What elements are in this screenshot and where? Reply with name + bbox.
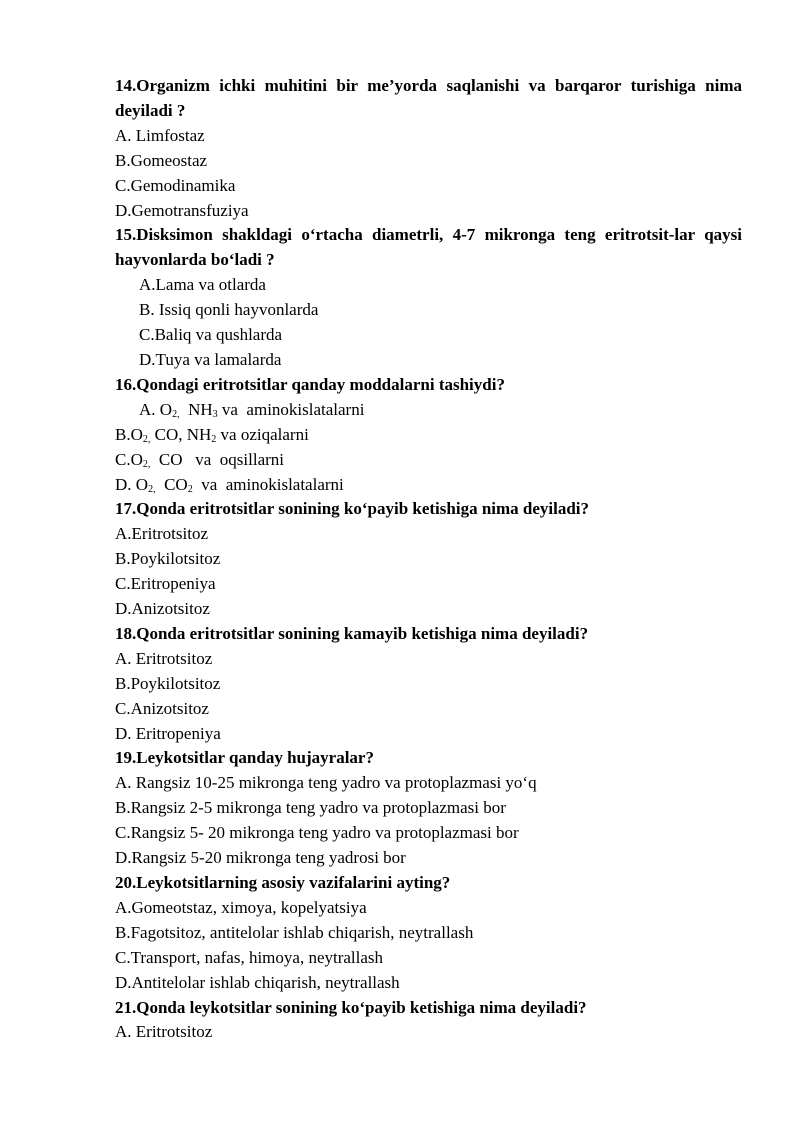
question-title: 17.Qonda eritrotsitlar sonining ko‘payib ketishiga nima deyiladi?	[115, 499, 590, 519]
question-title: 14.Organizm ichki muhitini bir me’yorda saqlanishi va barqaror turishiga nima deyiladi ?	[115, 76, 742, 120]
option-c: C.Baliq va qushlarda	[139, 325, 283, 345]
option-text: CO, NH	[150, 424, 212, 444]
subscript: 2	[187, 483, 193, 495]
option-b: B.Poykilotsitoz	[115, 673, 221, 693]
question-16	[115, 373, 742, 498]
option-d: D.Rangsiz 5-20 mikronga teng yadrosi bor	[115, 848, 406, 868]
subscript: 2,	[142, 458, 151, 470]
option-c: C.Eritropeniya	[115, 574, 216, 594]
question-title: 15.Disksimon shakldagi o‘rtacha diametrli, 4-7 mikronga teng eritrotsit-lar qaysi hayvonlarda bo‘ladi ?	[115, 225, 742, 270]
option-text: B.O	[115, 424, 143, 444]
option-text: C.O	[115, 449, 143, 469]
option-b: B.Rangsiz 2-5 mikronga teng yadro va protoplazmasi bor	[115, 798, 506, 818]
option-text: CO	[155, 474, 188, 494]
option-c: C.Gemodinamika	[115, 175, 236, 195]
option-text: va oziqalarni	[216, 424, 309, 444]
option-b: B.Poykilotsitoz	[115, 549, 221, 569]
question-title: 21.Qonda leykotsitlar sonining ko‘payib ketishiga nima deyiladi?	[115, 997, 587, 1017]
option-d	[115, 473, 742, 498]
question-17	[115, 497, 742, 622]
option-d: D.Anizotsitoz	[115, 599, 210, 619]
option-d: D.Gemotransfuziya	[115, 200, 249, 220]
option-c	[115, 448, 742, 473]
option-a: A. Eritrotsitoz	[115, 648, 213, 668]
option-text: CO va oqsillarni	[150, 449, 285, 469]
option-c: C.Anizotsitoz	[115, 698, 209, 718]
option-text: A. O	[139, 399, 173, 419]
subscript: 3	[212, 408, 218, 420]
subscript: 2,	[142, 433, 151, 445]
option-a: A. Rangsiz 10-25 mikronga teng yadro va protoplazmasi yo‘q	[115, 773, 537, 793]
option-a: A.Lama va otlarda	[139, 275, 266, 295]
option-text: NH	[179, 399, 213, 419]
option-a	[115, 398, 742, 423]
option-c: C.Rangsiz 5- 20 mikronga teng yadro va protoplazmasi bor	[115, 823, 519, 843]
question-18	[115, 622, 742, 747]
option-a: A.Eritrotsitoz	[115, 524, 209, 544]
option-c: C.Transport, nafas, himoya, neytrallash	[115, 947, 384, 967]
option-text: D. O	[115, 474, 149, 494]
option-a: A. Eritrotsitoz	[115, 1022, 213, 1042]
subscript: 2,	[148, 483, 156, 495]
question-title: 16.Qondagi eritrotsitlar qanday moddalarni tashiydi?	[115, 374, 505, 394]
question-14	[115, 74, 742, 223]
option-a: A. Limfostaz	[115, 125, 205, 145]
question-title: 20.Leykotsitlarning asosiy vazifalarini ayting?	[115, 873, 451, 892]
option-b	[115, 423, 742, 448]
option-d: D.Tuya va lamalarda	[139, 349, 282, 369]
option-text: va aminokislatalarni	[192, 474, 344, 494]
option-b: B.Fagotsitoz, antitelolar ishlab chiqarish, neytrallash	[115, 922, 474, 942]
option-a: A.Gomeotstaz, ximoya, kopelyatsiya	[115, 897, 367, 917]
question-list	[115, 74, 742, 1045]
question-19	[115, 746, 742, 871]
question-title: 19.Leykotsitlar qanday hujayralar?	[115, 748, 374, 768]
question-15	[115, 223, 742, 372]
subscript: 2,	[172, 408, 180, 420]
subscript: 2	[211, 433, 217, 445]
option-b: B. Issiq qonli hayvonlarda	[139, 300, 319, 320]
option-d: D. Eritropeniya	[115, 723, 221, 743]
option-b: B.Gomeostaz	[115, 150, 208, 170]
question-21	[115, 996, 742, 1046]
option-text: va aminokislatalarni	[217, 399, 365, 419]
question-title: 18.Qonda eritrotsitlar sonining kamayib ketishiga nima deyiladi?	[115, 623, 589, 643]
option-d: D.Antitelolar ishlab chiqarish, neytrallash	[115, 972, 400, 992]
question-20	[115, 871, 742, 996]
